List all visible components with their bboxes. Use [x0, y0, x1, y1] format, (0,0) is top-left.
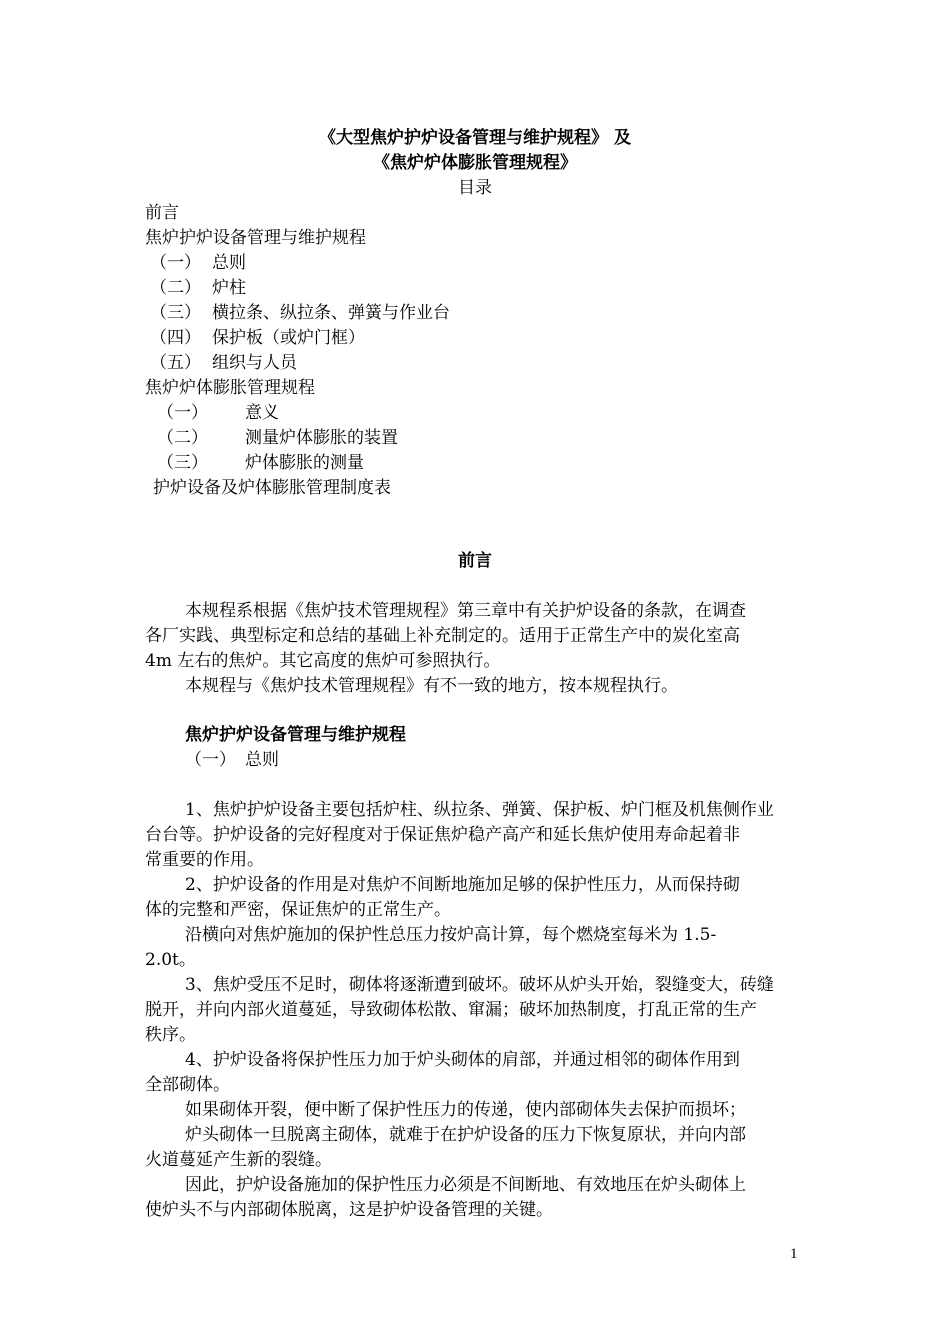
paragraph-line: 因此，护炉设备施加的保护性压力必须是不间断地、有效地压在炉头砌体上	[185, 1175, 746, 1195]
paragraph-line: 脱开，并向内部火道蔓延，导致砌体松散、窜漏；破坏加热制度，打乱正常的生产	[145, 1000, 757, 1020]
toc-item-table: 护炉设备及炉体膨胀管理制度表	[153, 478, 391, 498]
paragraph-line: 秩序。	[145, 1025, 196, 1045]
page-number: 1	[790, 1246, 798, 1262]
paragraph-line: 炉头砌体一旦脱离主砌体，就难于在护炉设备的压力下恢复原状，并向内部	[185, 1125, 746, 1145]
toc-item-part2: 焦炉炉体膨胀管理规程	[145, 378, 315, 398]
paragraph-line: 全部砌体。	[145, 1075, 230, 1095]
toc-subitem-number: （三）	[157, 453, 208, 473]
paragraph-line: 如果砌体开裂，便中断了保护性压力的传递，使内部砌体失去保护而损坏；	[185, 1100, 746, 1120]
toc-subitem-number: （一）	[157, 403, 208, 423]
toc-item-part1: 焦炉护炉设备管理与维护规程	[145, 228, 366, 248]
paragraph-line: 4、护炉设备将保护性压力加于炉头砌体的肩部，并通过相邻的砌体作用到	[185, 1050, 740, 1070]
toc-item-preface: 前言	[145, 203, 179, 223]
paragraph-line: 2、护炉设备的作用是对焦炉不间断地施加足够的保护性压力，从而保持砌	[185, 875, 740, 895]
subsection-number: （一）	[185, 750, 236, 770]
toc-subitem-number: （四）	[150, 328, 201, 348]
section-heading: 焦炉护炉设备管理与维护规程	[185, 725, 406, 745]
subsection-label: 总则	[245, 750, 279, 770]
toc-subitem-number: （一）	[150, 253, 201, 273]
paragraph-line: 体的完整和严密，保证焦炉的正常生产。	[145, 900, 451, 920]
paragraph-line: 4m 左右的焦炉。其它高度的焦炉可参照执行。	[145, 651, 501, 671]
toc-subitem-label: 横拉条、纵拉条、弹簧与作业台	[212, 303, 450, 323]
paragraph-line: 使炉头不与内部砌体脱离，这是护炉设备管理的关键。	[145, 1200, 553, 1220]
toc-subitem-label: 总则	[212, 253, 246, 273]
toc-subitem-label: 组织与人员	[212, 353, 297, 373]
preface-heading: 前言	[458, 551, 492, 571]
paragraph-line: 2.0t。	[145, 950, 196, 970]
paragraph-line: 台台等。护炉设备的完好程度对于保证焦炉稳产高产和延长焦炉使用寿命起着非	[145, 825, 740, 845]
paragraph-line: 本规程与《焦炉技术管理规程》有不一致的地方，按本规程执行。	[185, 676, 678, 696]
toc-subitem-number: （二）	[157, 428, 208, 448]
toc-subitem-label: 意义	[245, 403, 279, 423]
toc-subitem-label: 保护板（或炉门框）	[212, 328, 365, 348]
document-title-line1: 《大型焦炉护炉设备管理与维护规程》 及	[319, 128, 631, 148]
paragraph-line: 火道蔓延产生新的裂缝。	[145, 1150, 332, 1170]
toc-heading: 目录	[458, 178, 492, 198]
toc-subitem-label: 测量炉体膨胀的装置	[245, 428, 398, 448]
paragraph-line: 沿横向对焦炉施加的保护性总压力按炉高计算，每个燃烧室每米为 1.5-	[185, 925, 717, 945]
paragraph-line: 本规程系根据《焦炉技术管理规程》第三章中有关护炉设备的条款，在调查	[185, 601, 746, 621]
toc-subitem-number: （五）	[150, 353, 201, 373]
paragraph-line: 常重要的作用。	[145, 850, 264, 870]
toc-subitem-number: （三）	[150, 303, 201, 323]
paragraph-line: 1、焦炉护炉设备主要包括炉柱、纵拉条、弹簧、保护板、炉门框及机焦侧作业	[185, 800, 774, 820]
toc-subitem-number: （二）	[150, 278, 201, 298]
document-title-line2: 《焦炉炉体膨胀管理规程》	[373, 153, 577, 173]
paragraph-line: 3、焦炉受压不足时，砌体将逐渐遭到破坏。破坏从炉头开始，裂缝变大，砖缝	[185, 975, 774, 995]
toc-subitem-label: 炉柱	[212, 278, 246, 298]
toc-subitem-label: 炉体膨胀的测量	[245, 453, 364, 473]
paragraph-line: 各厂实践、典型标定和总结的基础上补充制定的。适用于正常生产中的炭化室高	[145, 626, 740, 646]
